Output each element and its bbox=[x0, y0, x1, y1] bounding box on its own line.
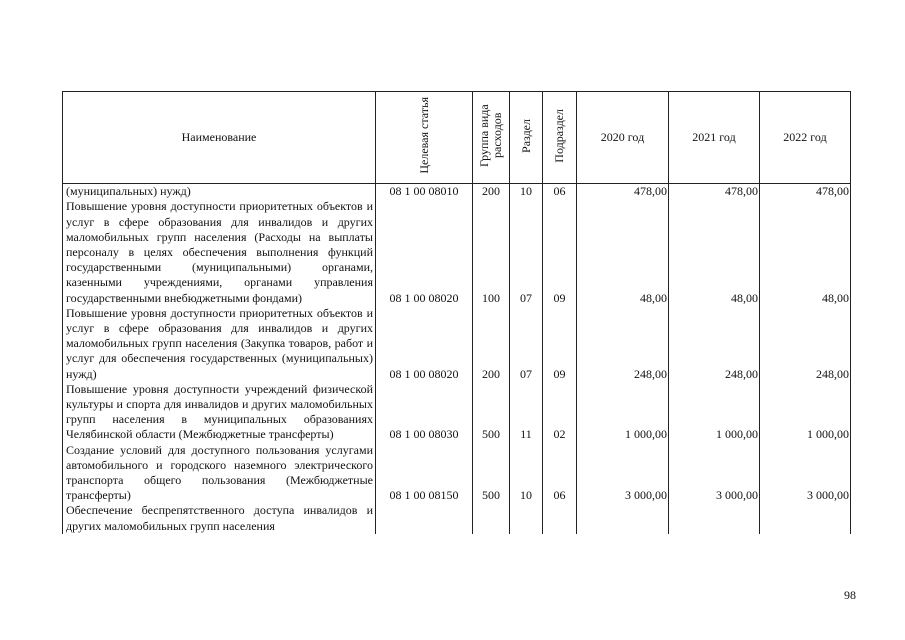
row-value-2020: 248,00 bbox=[577, 306, 669, 382]
row-value-2020: 1 000,00 bbox=[577, 382, 669, 443]
row-target-article: 08 1 00 08020 bbox=[376, 306, 473, 382]
row-expense-group bbox=[473, 503, 510, 533]
table-header bbox=[63, 92, 851, 184]
row-value-2020: 478,00 bbox=[577, 184, 669, 200]
row-value-2020 bbox=[577, 503, 669, 533]
row-value-2022: 248,00 bbox=[760, 306, 851, 382]
row-value-2021 bbox=[669, 503, 760, 533]
row-expense-group: 100 bbox=[473, 199, 510, 305]
row-name: Повышение уровня доступности приоритетных объектов и услуг в сфере образования для инвалидов и других маломобильных групп населения (Расходы на выплаты персоналу в целях обеспечения выполнения функций государственными (муниципальными) органами, казенными учреждениями, органами управления государственными внебюджетными фондами) bbox=[63, 199, 376, 305]
page-number: 98 bbox=[844, 588, 856, 602]
header-year-2022: 2022 год bbox=[760, 92, 851, 184]
table-body bbox=[63, 184, 851, 534]
row-section: 07 bbox=[510, 199, 543, 305]
row-subsection: 02 bbox=[543, 382, 577, 443]
row-value-2022: 1 000,00 bbox=[760, 382, 851, 443]
row-value-2021: 3 000,00 bbox=[669, 443, 760, 504]
row-value-2021: 248,00 bbox=[669, 306, 760, 382]
row-expense-group: 500 bbox=[473, 443, 510, 504]
row-expense-group: 200 bbox=[473, 306, 510, 382]
header-name: Наименование bbox=[63, 92, 376, 184]
row-value-2022 bbox=[760, 503, 851, 533]
row-expense-group: 500 bbox=[473, 382, 510, 443]
header-section: Раздел bbox=[510, 92, 543, 184]
row-name: Создание условий для доступного пользования услугами автомобильного и городского наземного электрического транспорта общего пользования (Межбюджетные трансферты) bbox=[63, 443, 376, 504]
row-section: 10 bbox=[510, 443, 543, 504]
row-subsection bbox=[543, 503, 577, 533]
row-section: 10 bbox=[510, 184, 543, 200]
row-value-2021: 48,00 bbox=[669, 199, 760, 305]
row-target-article bbox=[376, 503, 473, 533]
budget-table bbox=[62, 91, 851, 534]
row-value-2021: 1 000,00 bbox=[669, 382, 760, 443]
row-subsection: 06 bbox=[543, 443, 577, 504]
row-target-article: 08 1 00 08150 bbox=[376, 443, 473, 504]
table-row bbox=[63, 199, 851, 305]
row-value-2022: 3 000,00 bbox=[760, 443, 851, 504]
row-subsection: 09 bbox=[543, 306, 577, 382]
table-row bbox=[63, 184, 851, 200]
header-year-2021: 2021 год bbox=[669, 92, 760, 184]
row-name: Обеспечение беспрепятственного доступа инвалидов и других маломобильных групп населения bbox=[63, 503, 376, 533]
header-year-2020: 2020 год bbox=[577, 92, 669, 184]
table-row bbox=[63, 306, 851, 382]
row-value-2022: 48,00 bbox=[760, 199, 851, 305]
row-name: Повышение уровня доступности приоритетных объектов и услуг в сфере образования для инвалидов и других маломобильных групп населения (Закупка товаров, работ и услуг для обеспечения государственных (муниципальных) нужд) bbox=[63, 306, 376, 382]
row-value-2022: 478,00 bbox=[760, 184, 851, 200]
row-value-2020: 48,00 bbox=[577, 199, 669, 305]
row-target-article: 08 1 00 08010 bbox=[376, 184, 473, 200]
row-subsection: 09 bbox=[543, 199, 577, 305]
row-subsection: 06 bbox=[543, 184, 577, 200]
budget-table-page bbox=[62, 91, 850, 534]
row-name: (муниципальных) нужд) bbox=[63, 184, 376, 200]
row-name: Повышение уровня доступности учреждений физической культуры и спорта для инвалидов и других маломобильных групп населения в муниципальных образованиях Челябинской области (Межбюджетные трансферты) bbox=[63, 382, 376, 443]
table-row bbox=[63, 443, 851, 504]
row-value-2021: 478,00 bbox=[669, 184, 760, 200]
header-target-article: Целевая статья bbox=[376, 92, 473, 184]
row-expense-group: 200 bbox=[473, 184, 510, 200]
header-expense-group: Группа вида расходов bbox=[473, 92, 510, 184]
table-row bbox=[63, 503, 851, 533]
row-value-2020: 3 000,00 bbox=[577, 443, 669, 504]
row-section: 11 bbox=[510, 382, 543, 443]
row-section bbox=[510, 503, 543, 533]
table-row bbox=[63, 382, 851, 443]
row-section: 07 bbox=[510, 306, 543, 382]
row-target-article: 08 1 00 08020 bbox=[376, 199, 473, 305]
header-subsection: Подраздел bbox=[543, 92, 577, 184]
row-target-article: 08 1 00 08030 bbox=[376, 382, 473, 443]
